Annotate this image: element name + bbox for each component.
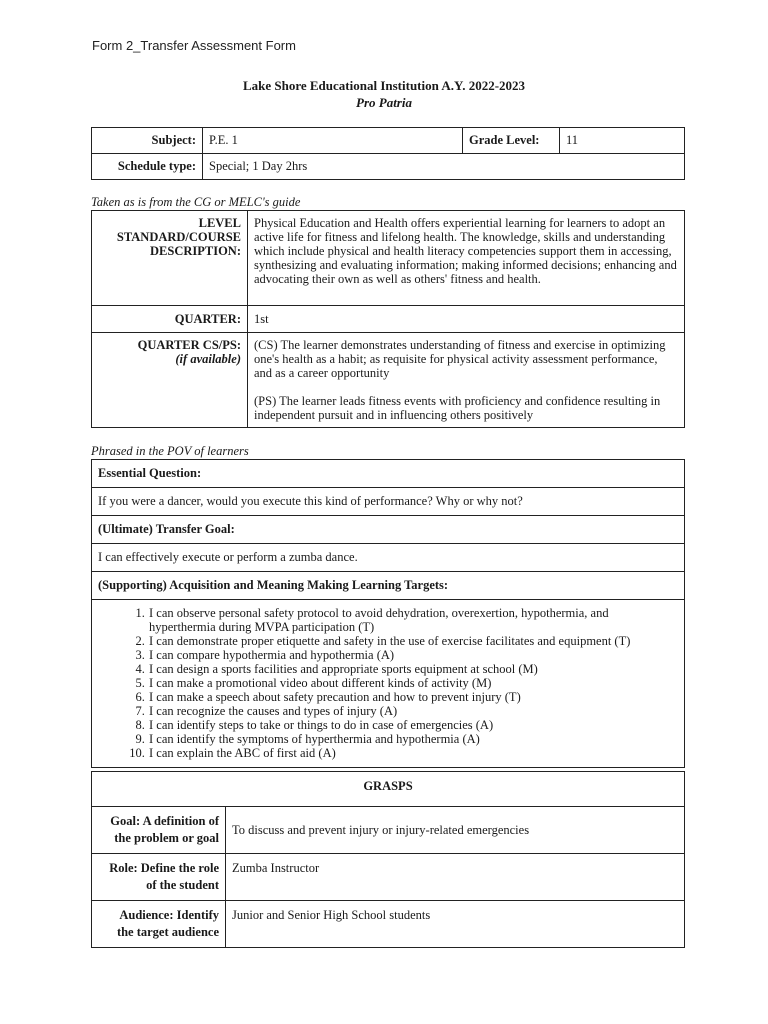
document-motto: Pro Patria xyxy=(356,95,412,110)
learning-targets-list xyxy=(98,606,678,760)
level-label-line-1: LEVEL xyxy=(198,216,241,230)
essential-question-value: If you were a dancer, would you execute this kind of performance? Why or why not? xyxy=(92,488,685,516)
page-header: Form 2_Transfer Assessment Form xyxy=(92,38,296,53)
content-standard: (CS) The learner demonstrates understanding of fitness and exercise in optimizing one's health as a habit; as requisite for physical activity assessment performance, and as a career opportunity xyxy=(254,338,666,380)
quarter-value: 1st xyxy=(248,306,685,333)
level-label-line-2: STANDARD/COURSE xyxy=(116,230,241,244)
csps-sublabel: (if available) xyxy=(175,352,241,366)
list-item: 2. I can demonstrate proper etiquette and safety in the use of exercise facilitates and equipment (T) xyxy=(148,634,678,648)
level-standard-label xyxy=(92,211,248,306)
grasps-label-line: the problem or goal xyxy=(114,831,219,845)
list-item: 4. I can design a sports facilities and appropriate sports equipment at school (M) xyxy=(148,662,678,676)
level-standard-value: Physical Education and Health offers experiential learning for learners to adopt an active life for fitness and lifelong health. The knowledge, skills and understanding which include physical and health literacy competencies support them in accessing, synthesizing and evaluating information; making informed decisions; enhancing and advocating their own as well as others' fitness and health. xyxy=(248,211,685,306)
grasps-label-line: the target audience xyxy=(116,925,219,939)
csps-label: QUARTER CS/PS: xyxy=(137,338,241,352)
essential-question-label: Essential Question: xyxy=(92,460,685,488)
schedule-type-label: Schedule type: xyxy=(92,154,203,180)
essential-question-table xyxy=(91,459,685,768)
grasps-label-line: Goal: A definition of xyxy=(110,814,219,828)
grasps-goal-value: To discuss and prevent injury or injury-related emergencies xyxy=(226,807,685,854)
list-item: 9. I can identify the symptoms of hyperthermia and hypothermia (A) xyxy=(148,732,678,746)
quarter-csps-value xyxy=(248,333,685,428)
level-standard-table xyxy=(91,210,685,428)
list-item: 1. I can observe personal safety protocol to avoid dehydration, overexertion, hypothermia, and hyperthermia during MVPA participation (T) xyxy=(148,606,678,634)
grasps-goal-label xyxy=(92,807,226,854)
quarter-label: QUARTER: xyxy=(92,306,248,333)
grasps-header: GRASPS xyxy=(92,772,685,807)
document-title: Lake Shore Educational Institution A.Y. 2022-2023 xyxy=(242,78,526,93)
grasps-table xyxy=(91,771,685,948)
grasps-label-line: Role: Define the role xyxy=(109,861,219,875)
subject-label: Subject: xyxy=(92,128,203,154)
grade-level-value: 11 xyxy=(560,128,685,154)
transfer-goal-label: (Ultimate) Transfer Goal: xyxy=(92,516,685,544)
list-item: 7. I can recognize the causes and types of injury (A) xyxy=(148,704,678,718)
grasps-label-line: of the student xyxy=(146,878,219,892)
learning-targets-label: (Supporting) Acquisition and Meaning Making Learning Targets: xyxy=(92,572,685,600)
list-item: 3. I can compare hypothermia and hypothermia (A) xyxy=(148,648,678,662)
grasps-label-line: Audience: Identify xyxy=(119,908,219,922)
performance-standard: (PS) The learner leads fitness events with proficiency and confidence resulting in independent pursuit and in influencing others positively xyxy=(254,394,661,422)
list-item: 6. I can make a speech about safety precaution and how to prevent injury (T) xyxy=(148,690,678,704)
schedule-type-value: Special; 1 Day 2hrs xyxy=(203,154,685,180)
grasps-audience-label xyxy=(92,901,226,948)
level-label-line-3: DESCRIPTION: xyxy=(150,244,241,258)
transfer-goal-value: I can effectively execute or perform a zumba dance. xyxy=(92,544,685,572)
grasps-audience-value: Junior and Senior High School students xyxy=(226,901,685,948)
note-pov: Phrased in the POV of learners xyxy=(91,444,249,458)
list-item: 8. I can identify steps to take or things to do in case of emergencies (A) xyxy=(148,718,678,732)
grasps-role-value: Zumba Instructor xyxy=(226,854,685,901)
quarter-csps-label xyxy=(92,333,248,428)
grasps-role-label xyxy=(92,854,226,901)
list-item: 10. I can explain the ABC of first aid (A) xyxy=(148,746,678,760)
note-cg: Taken as is from the CG or MELC's guide xyxy=(91,195,301,209)
learning-targets-list-cell xyxy=(92,600,685,768)
list-item: 5. I can make a promotional video about different kinds of activity (M) xyxy=(148,676,678,690)
grade-level-label: Grade Level: xyxy=(463,128,560,154)
subject-table xyxy=(91,127,685,180)
subject-value: P.E. 1 xyxy=(203,128,463,154)
